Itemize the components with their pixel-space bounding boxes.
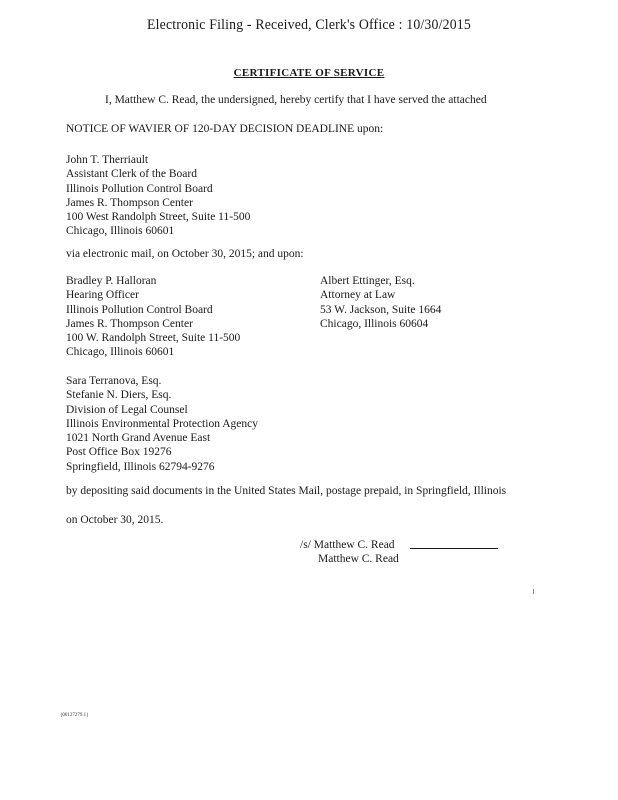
- address-line: John T. Therriault: [66, 154, 149, 166]
- address-line: Albert Ettinger, Esq.: [320, 275, 415, 287]
- address-line: Division of Legal Counsel: [66, 403, 188, 416]
- scan-artifact-mark: [533, 589, 534, 594]
- address-line: Illinois Pollution Control Board: [66, 303, 213, 316]
- mailing-statement: by depositing said documents in the United States Mail, postage prepaid, in Springfield, Illinois: [66, 485, 507, 497]
- address-line: Post Office Box 19276: [66, 446, 172, 459]
- recipient-block-ettinger: [320, 274, 441, 331]
- intro-paragraph: I, Matthew C. Read, the undersigned, hereby certify that I have served the attached: [105, 94, 487, 106]
- address-line: Chicago, Illinois 60601: [66, 225, 175, 238]
- address-line: James R. Thompson Center: [66, 196, 193, 209]
- address-line: Bradley P. Halloran: [66, 275, 157, 287]
- address-line: 1021 North Grand Avenue East: [66, 432, 211, 445]
- document-title: CERTIFICATE OF SERVICE: [233, 67, 385, 79]
- signature-underline: [410, 548, 498, 549]
- notice-line: NOTICE OF WAVIER OF 120-DAY DECISION DEADLINE upon:: [66, 123, 384, 135]
- address-line: Chicago, Illinois 60604: [320, 317, 429, 330]
- address-line: 100 W. Randolph Street, Suite 11-500: [66, 332, 241, 345]
- address-line: Illinois Environmental Protection Agency: [66, 417, 258, 430]
- address-line: James R. Thompson Center: [66, 317, 193, 330]
- address-line: Attorney at Law: [320, 289, 396, 302]
- address-line: Hearing Officer: [66, 289, 139, 302]
- recipient-block-iepa: [66, 374, 258, 474]
- service-date-line: on October 30, 2015.: [66, 514, 164, 526]
- address-line: Assistant Clerk of the Board: [66, 168, 197, 181]
- address-line: 53 W. Jackson, Suite 1664: [320, 303, 442, 316]
- address-line: Chicago, Illinois 60601: [66, 346, 175, 359]
- filing-stamp-header: Electronic Filing - Received, Clerk's Office : 10/30/2015: [147, 17, 471, 33]
- recipient-block-therriault: [66, 153, 250, 239]
- address-line: 100 West Randolph Street, Suite 11-500: [66, 211, 251, 224]
- signature-printed-name: Matthew C. Read: [318, 553, 399, 565]
- signature-electronic: /s/ Matthew C. Read: [300, 539, 395, 551]
- address-line: Springfield, Illinois 62794-9276: [66, 460, 215, 473]
- via-electronic-mail-line: via electronic mail, on October 30, 2015; and upon:: [66, 248, 304, 260]
- address-line: Illinois Pollution Control Board: [66, 182, 213, 195]
- address-line: Stefanie N. Diers, Esq.: [66, 389, 172, 402]
- address-line: Sara Terranova, Esq.: [66, 375, 162, 387]
- recipient-block-halloran: [66, 274, 240, 360]
- document-footer-code: {00127279.1}: [60, 713, 89, 718]
